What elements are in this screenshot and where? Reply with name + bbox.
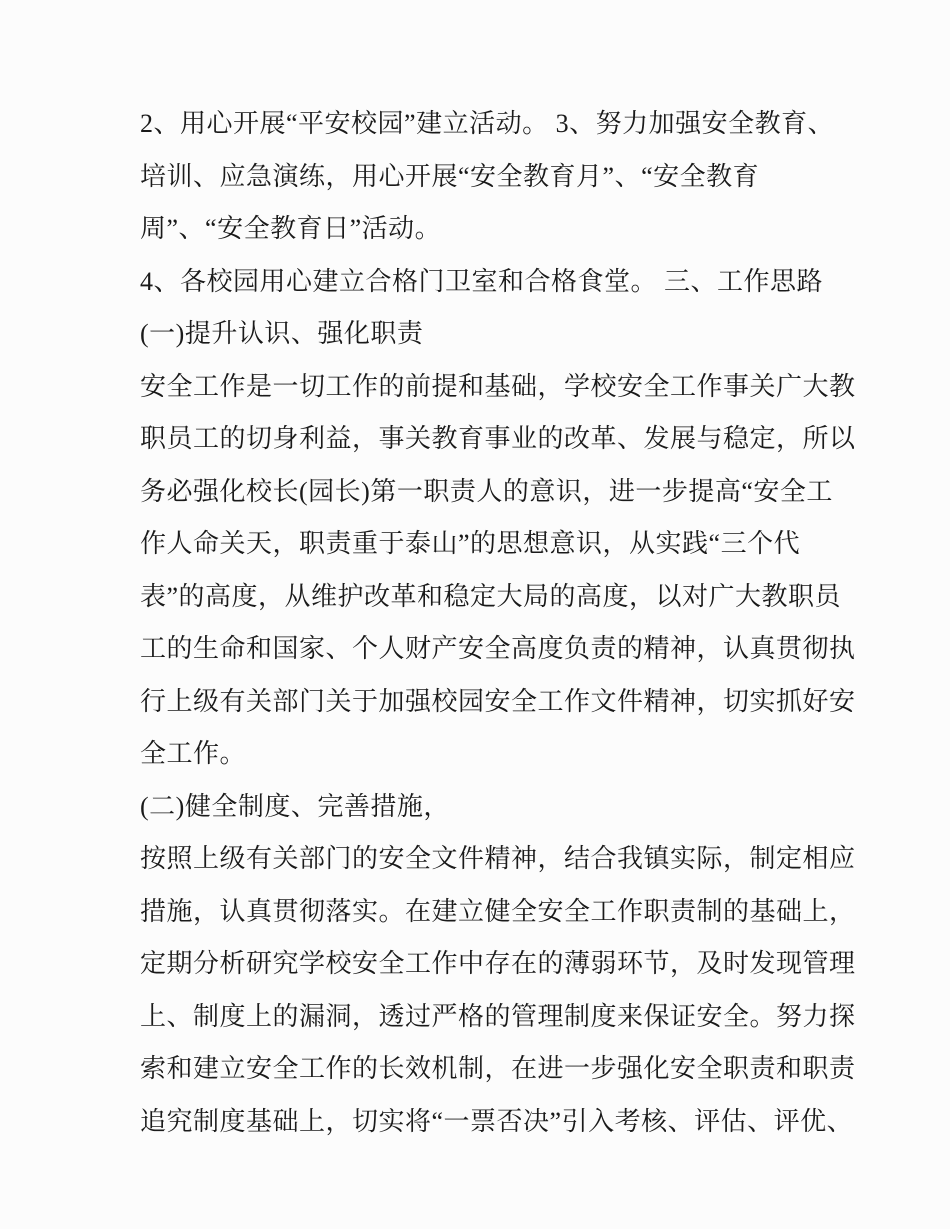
text-line: 培训、应急演练，用心开展“安全教育月”、“安全教育 xyxy=(140,161,760,191)
text-line: 索和建立安全工作的长效机制，在进一步强化安全职责和职责 xyxy=(140,1054,856,1083)
text-line: 措施，认真贯彻落实。在建立健全安全工作职责制的基础上， xyxy=(140,896,856,926)
text-line: 安全工作是一切工作的前提和基础，学校安全工作事关广大教 xyxy=(140,371,856,401)
text-line: (一)提升认识、强化职责 xyxy=(140,319,424,348)
document-text-block xyxy=(140,98,860,1148)
text-line: 务必强化校长(园长)第一职责人的意识，进一步提高“安全工 xyxy=(140,476,833,506)
text-line: 上、制度上的漏洞，透过严格的管理制度来保证安全。努力探 xyxy=(140,1001,856,1031)
text-line: 2、用心开展“平安校园”建立活动。 3、努力加强安全教育、 xyxy=(140,109,835,138)
text-line: (二)健全制度、完善措施， xyxy=(140,791,450,821)
text-line: 4、各校园用心建立合格门卫室和合格食堂。 三、工作思路 xyxy=(140,266,824,296)
text-line: 职员工的切身利益，事关教育事业的改革、发展与稳定，所以 xyxy=(140,424,856,453)
text-line: 表”的高度，从维护改革和稳定大局的高度，以对广大教职员 xyxy=(140,581,842,611)
text-line: 工的生命和国家、个人财产安全高度负责的精神，认真贯彻执 xyxy=(140,634,856,663)
text-line: 周”、“安全教育日”活动。 xyxy=(140,214,442,243)
text-line: 定期分析研究学校安全工作中存在的薄弱环节，及时发现管理 xyxy=(140,949,856,978)
text-line: 行上级有关部门关于加强校园安全工作文件精神，切实抓好安 xyxy=(140,686,856,716)
text-line: 按照上级有关部门的安全文件精神，结合我镇实际，制定相应 xyxy=(140,844,856,873)
text-line: 作人命关天，职责重于泰山”的思想意识，从实践“三个代 xyxy=(140,529,801,558)
text-line: 追究制度基础上，切实将“一票否决”引入考核、评估、评优、 xyxy=(140,1106,854,1136)
text-line: 全工作。 xyxy=(140,739,247,768)
